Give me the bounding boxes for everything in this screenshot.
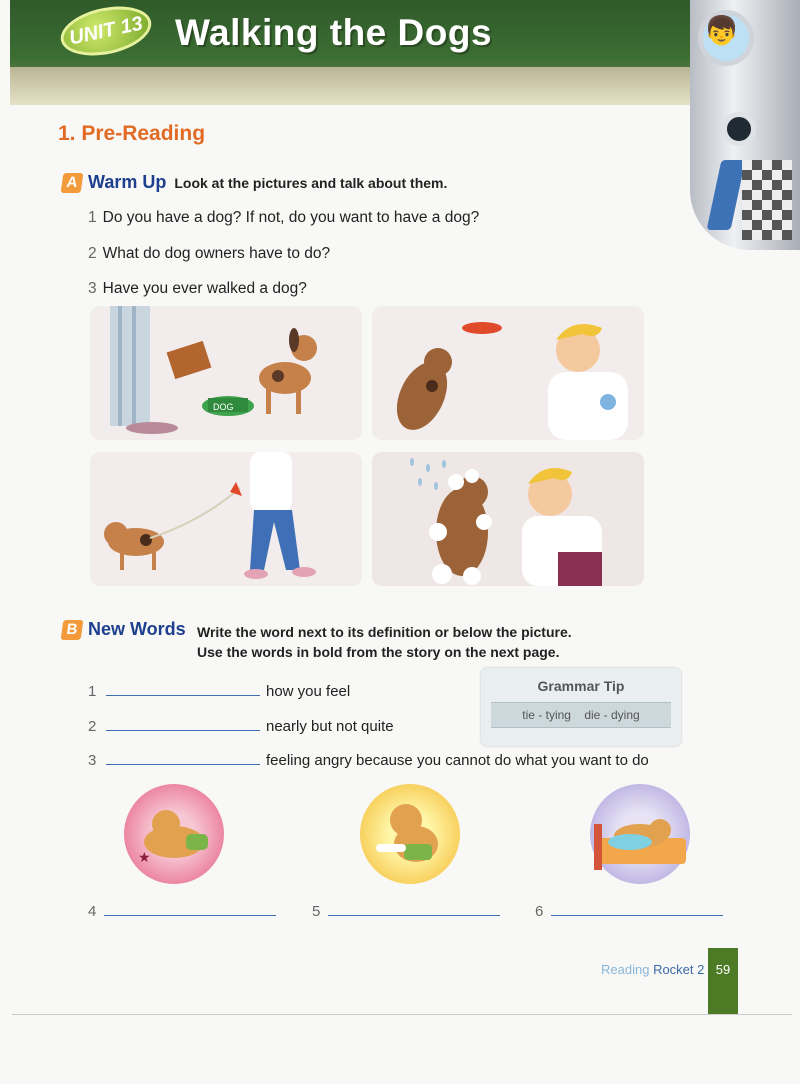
new-words-instruction: Write the word next to its definition or below the picture. Use the words in bold from the story on the next page. <box>197 624 572 660</box>
new-words-heading <box>62 619 186 640</box>
unit-badge: UNIT 13 <box>56 0 156 63</box>
hurt-dog-illustration <box>124 784 224 884</box>
happy-dog-illustration <box>360 784 460 884</box>
question-1: 1 Do you have a dog? If not, do you want to have a dog? <box>88 209 480 226</box>
question-3: 3 Have you ever walked a dog? <box>88 280 307 297</box>
picture-walking-dog <box>90 452 362 586</box>
rocket-fin <box>707 160 746 230</box>
page-bottom-rule <box>12 1014 792 1015</box>
moon-ground <box>10 67 700 105</box>
warm-up-pictures <box>90 306 644 586</box>
picture-playing-frisbee <box>372 306 644 440</box>
picture-hurt-dog <box>124 784 224 884</box>
picture-blank-5: 5 <box>312 902 500 920</box>
rocket-illustration <box>690 0 800 250</box>
answer-blank-4[interactable] <box>104 902 276 916</box>
definition-row-1: 1 how you feel <box>88 683 351 700</box>
picture-happy-dog <box>360 784 460 884</box>
feeding-dog-illustration <box>90 306 362 440</box>
page-number: 59 <box>708 948 738 1014</box>
section-letter-a: A <box>61 173 84 193</box>
sleeping-dog-illustration <box>590 784 690 884</box>
section-letter-b: B <box>61 620 84 640</box>
rocket-checker-pattern <box>742 160 792 240</box>
frisbee-illustration <box>372 306 644 440</box>
grammar-tip-box <box>481 668 681 746</box>
astronaut-icon: 👦 <box>704 15 739 46</box>
answer-blank-3[interactable] <box>106 751 260 765</box>
grammar-tip-title: Grammar Tip <box>537 678 625 694</box>
picture-sleeping-dog <box>590 784 690 884</box>
answer-blank-1[interactable] <box>106 682 260 696</box>
warm-up-title: Warm Up <box>88 172 167 192</box>
picture-washing-dog <box>372 452 644 586</box>
picture-feeding-dog <box>90 306 362 440</box>
warm-up-instruction: Look at the pictures and talk about them. <box>174 174 448 191</box>
new-words-title: New Words <box>88 619 186 639</box>
unit-title: Walking the Dogs <box>175 12 493 53</box>
answer-blank-6[interactable] <box>551 902 723 916</box>
walking-dog-illustration <box>90 452 362 586</box>
grammar-tip-examples: tie - tying die - dying <box>491 702 671 728</box>
series-name: Reading Rocket 2 <box>601 962 705 977</box>
picture-blank-6: 6 <box>535 902 723 920</box>
rocket-porthole <box>722 112 756 146</box>
svg-text:★: ★ <box>138 850 151 866</box>
washing-dog-illustration <box>372 452 644 586</box>
definition-row-3: 3 feeling angry because you cannot do what you want to do <box>88 752 649 769</box>
answer-blank-5[interactable] <box>328 902 500 916</box>
section-title: 1. Pre-Reading <box>58 122 206 145</box>
answer-blank-2[interactable] <box>106 717 260 731</box>
warm-up-heading <box>62 172 447 193</box>
bowl-caption: DOG <box>213 402 234 412</box>
picture-blank-4: 4 <box>88 902 276 920</box>
question-2: 2 What do dog owners have to do? <box>88 245 331 262</box>
definition-row-2: 2 nearly but not quite <box>88 718 394 735</box>
